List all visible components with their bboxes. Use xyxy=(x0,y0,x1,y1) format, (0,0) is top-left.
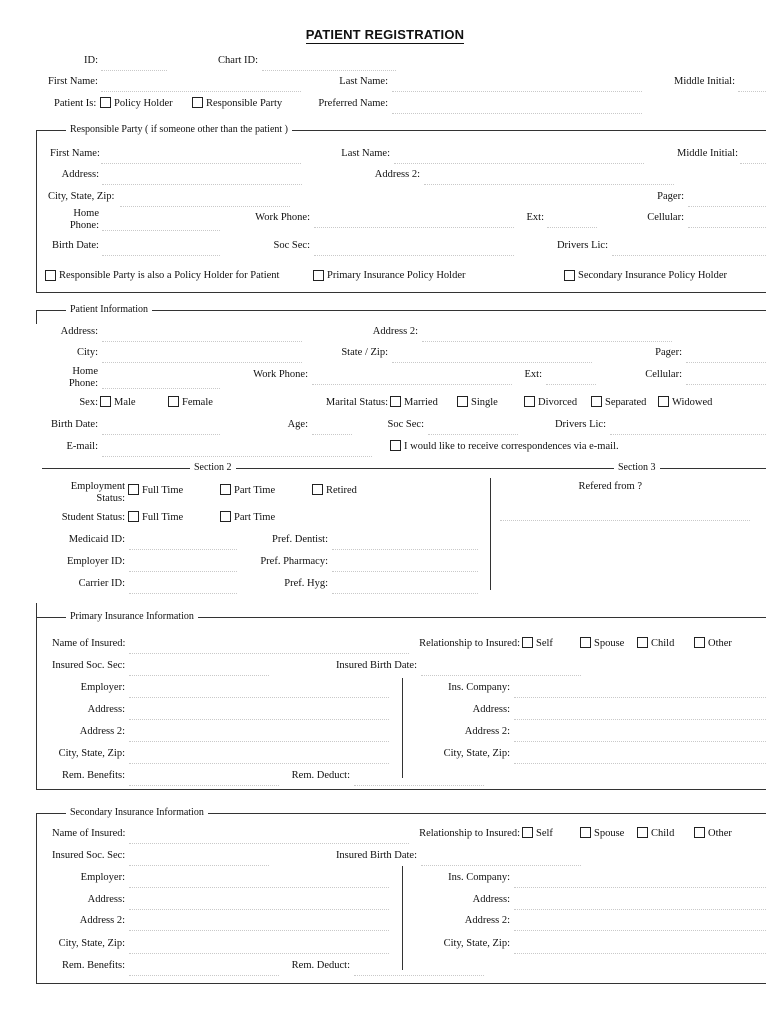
pref-hyg-label: Pref. Hyg: xyxy=(284,578,328,589)
pri-child-label: Child xyxy=(651,638,675,649)
last-name-field[interactable] xyxy=(392,79,642,92)
pt-state-zip-field[interactable] xyxy=(392,350,592,363)
pri-insured-birth-date-field[interactable] xyxy=(421,663,581,676)
secondary-section-bottom-rule xyxy=(36,983,766,984)
sec-address2-r-field[interactable] xyxy=(514,918,766,931)
sec-ins-company-label: Ins. Company: xyxy=(448,872,510,883)
sec-city-state-zip-label: City, State, Zip: xyxy=(58,938,125,949)
primary-section-bottom-rule xyxy=(36,789,766,790)
pt-cellular-label: Cellular: xyxy=(645,369,682,380)
rp-middle-initial-label: Middle Initial: xyxy=(677,148,738,159)
rp-primary-holder-checkbox[interactable] xyxy=(313,270,324,281)
pri-ins-company-label: Ins. Company: xyxy=(448,682,510,693)
pri-address-r-field[interactable] xyxy=(514,707,766,720)
chart-id-label: Chart ID: xyxy=(218,55,258,66)
sec-address-label: Address: xyxy=(87,894,125,905)
pri-city-state-zip-r-field[interactable] xyxy=(514,751,766,764)
pri-employer-label: Employer: xyxy=(80,682,125,693)
pri-employer-field[interactable] xyxy=(129,685,389,698)
sec-child-label: Child xyxy=(651,828,675,839)
employer-id-field[interactable] xyxy=(129,559,237,572)
employment-full-time-label: Full Time xyxy=(142,485,184,496)
secondary-column-divider xyxy=(402,866,403,970)
sec-relationship-label: Relationship to Insured: xyxy=(419,828,520,839)
sec-name-of-insured-field[interactable] xyxy=(129,831,409,844)
first-name-label: First Name: xyxy=(48,76,98,87)
rp-address-field[interactable] xyxy=(102,172,302,185)
pri-child-checkbox[interactable] xyxy=(637,637,648,648)
pt-pager-label: Pager: xyxy=(655,347,682,358)
pref-dentist-label: Pref. Dentist: xyxy=(272,534,328,545)
pri-city-state-zip-label: City, State, Zip: xyxy=(58,748,125,759)
pref-pharmacy-field[interactable] xyxy=(332,559,478,572)
sec-city-state-zip-r-field[interactable] xyxy=(514,941,766,954)
sec-spouse-checkbox[interactable] xyxy=(580,827,591,838)
preferred-name-label: Preferred Name: xyxy=(318,98,388,109)
sec-rem-deduct-field[interactable] xyxy=(354,963,484,976)
pri-other-checkbox[interactable] xyxy=(694,637,705,648)
primary-column-divider xyxy=(402,678,403,778)
middle-initial-field[interactable] xyxy=(738,79,766,92)
pri-insured-birth-date-label: Insured Birth Date: xyxy=(335,660,417,671)
pt-work-phone-field[interactable] xyxy=(312,372,512,385)
sec-rem-benefits-label: Rem. Benefits: xyxy=(62,960,125,971)
employment-full-time-checkbox[interactable] xyxy=(128,484,139,495)
carrier-id-label: Carrier ID: xyxy=(78,578,125,589)
sec-address-r-field[interactable] xyxy=(514,897,766,910)
pri-self-checkbox[interactable] xyxy=(522,637,533,648)
medicaid-id-field[interactable] xyxy=(129,537,237,550)
middle-initial-label: Middle Initial: xyxy=(674,76,735,87)
section-divider-rule xyxy=(490,478,491,590)
pri-name-of-insured-label: Name of Insured: xyxy=(52,638,126,649)
rp-middle-initial-field[interactable] xyxy=(740,151,766,164)
secondary-section-left-rule xyxy=(36,813,37,983)
pt-widowed-checkbox[interactable] xyxy=(658,396,669,407)
sec-insured-birth-date-label: Insured Birth Date: xyxy=(335,850,417,861)
rp-city-state-zip-field[interactable] xyxy=(120,194,290,207)
responsible-party-checkbox[interactable] xyxy=(192,97,203,108)
rp-work-phone-field[interactable] xyxy=(314,215,514,228)
pt-marital-status-label: Marital Status: xyxy=(325,397,388,408)
rp-drivers-lic-label: Drivers Lic: xyxy=(556,240,608,251)
pt-birth-date-label: Birth Date: xyxy=(51,419,98,430)
pri-spouse-label: Spouse xyxy=(594,638,625,649)
rp-last-name-field[interactable] xyxy=(394,151,644,164)
patient-section-left-rule xyxy=(36,310,37,324)
sec-city-state-zip-field[interactable] xyxy=(129,941,389,954)
employer-id-label: Employer ID: xyxy=(66,556,125,567)
employment-part-time-checkbox[interactable] xyxy=(220,484,231,495)
sec-self-checkbox[interactable] xyxy=(522,827,533,838)
medicaid-id-label: Medicaid ID: xyxy=(68,534,125,545)
rp-work-phone-label: Work Phone: xyxy=(255,212,310,223)
pt-ext-label: Ext: xyxy=(524,369,542,380)
last-name-label: Last Name: xyxy=(339,76,388,87)
sec-rem-deduct-label: Rem. Deduct: xyxy=(291,960,350,971)
pt-male-label: Male xyxy=(114,397,136,408)
pref-hyg-field[interactable] xyxy=(332,581,478,594)
policy-holder-checkbox[interactable] xyxy=(100,97,111,108)
employment-status-label: Status: xyxy=(96,493,125,504)
pt-divorced-label: Divorced xyxy=(538,397,578,408)
employment-retired-checkbox[interactable] xyxy=(312,484,323,495)
sec-rem-benefits-field[interactable] xyxy=(129,963,279,976)
pt-work-phone-label: Work Phone: xyxy=(253,369,308,380)
secondary-section-heading: Secondary Insurance Information xyxy=(66,807,208,819)
student-part-time-checkbox[interactable] xyxy=(220,511,231,522)
rp-is-policy-holder-checkbox[interactable] xyxy=(45,270,56,281)
sec-child-checkbox[interactable] xyxy=(637,827,648,838)
pt-drivers-lic-label: Drivers Lic: xyxy=(554,419,606,430)
sec-city-state-zip-r-label: City, State, Zip: xyxy=(443,938,510,949)
pt-divorced-checkbox[interactable] xyxy=(524,396,535,407)
patient-section-heading: Patient Information xyxy=(66,304,152,316)
rp-pager-label: Pager: xyxy=(657,191,684,202)
responsible-section-left-rule xyxy=(36,130,37,292)
pri-address2-label: Address 2: xyxy=(79,726,125,737)
pri-name-of-insured-field[interactable] xyxy=(129,641,409,654)
pt-address2-label: Address 2: xyxy=(372,326,418,337)
pt-drivers-lic-field[interactable] xyxy=(610,422,766,435)
pt-phone-label: Phone: xyxy=(68,378,98,389)
employment-part-time-label: Part Time xyxy=(234,485,276,496)
pt-male-checkbox[interactable] xyxy=(100,396,111,407)
pt-ext-field[interactable] xyxy=(546,372,596,385)
primary-section-left-tick xyxy=(36,603,37,617)
pri-ins-company-field[interactable] xyxy=(514,685,766,698)
rp-cellular-label: Cellular: xyxy=(647,212,684,223)
rp-birth-date-label: Birth Date: xyxy=(52,240,99,251)
pt-email-opt-checkbox[interactable] xyxy=(390,440,401,451)
pt-address2-field[interactable] xyxy=(422,329,672,342)
chart-id-field[interactable] xyxy=(262,58,396,71)
primary-section-heading: Primary Insurance Information xyxy=(66,611,198,623)
preferred-name-field[interactable] xyxy=(392,101,642,114)
page-title-text: PATIENT REGISTRATION xyxy=(305,27,465,42)
pt-state-zip-label: State / Zip: xyxy=(341,347,388,358)
pt-address-label: Address: xyxy=(60,326,98,337)
pt-city-label: City: xyxy=(76,347,98,358)
pri-address2-r-label: Address 2: xyxy=(464,726,510,737)
responsible-party-label: Responsible Party xyxy=(206,98,283,109)
sec-insured-soc-sec-field[interactable] xyxy=(129,853,269,866)
page-title xyxy=(0,27,770,42)
pt-age-label: Age: xyxy=(287,419,308,430)
sec-address-field[interactable] xyxy=(129,897,389,910)
pri-insured-soc-sec-field[interactable] xyxy=(129,663,269,676)
pt-home-label: Home xyxy=(72,366,98,377)
pt-email-label: E-mail: xyxy=(66,441,98,452)
pri-rem-deduct-field[interactable] xyxy=(354,773,484,786)
pt-soc-sec-field[interactable] xyxy=(428,422,518,435)
policy-holder-label: Policy Holder xyxy=(114,98,173,109)
sec-name-of-insured-label: Name of Insured: xyxy=(52,828,126,839)
sec-address2-field[interactable] xyxy=(129,918,389,931)
rp-soc-sec-field[interactable] xyxy=(314,243,514,256)
sec-spouse-label: Spouse xyxy=(594,828,625,839)
pt-single-label: Single xyxy=(471,397,498,408)
pri-rem-deduct-label: Rem. Deduct: xyxy=(291,770,350,781)
rp-pager-field[interactable] xyxy=(688,194,766,207)
pt-pager-field[interactable] xyxy=(686,350,766,363)
rp-first-name-label: First Name: xyxy=(50,148,100,159)
pt-widowed-label: Widowed xyxy=(672,397,713,408)
pri-address-field[interactable] xyxy=(129,707,389,720)
sec-address2-r-label: Address 2: xyxy=(464,915,510,926)
responsible-section-bottom-rule xyxy=(36,292,766,293)
pt-age-field[interactable] xyxy=(312,422,352,435)
pri-rem-benefits-label: Rem. Benefits: xyxy=(62,770,125,781)
pt-married-checkbox[interactable] xyxy=(390,396,401,407)
rp-primary-holder-label: Primary Insurance Policy Holder xyxy=(327,270,466,281)
pri-address-label: Address: xyxy=(87,704,125,715)
pri-city-state-zip-field[interactable] xyxy=(129,751,389,764)
primary-section-left-rule xyxy=(36,617,37,789)
rp-secondary-holder-label: Secondary Insurance Policy Holder xyxy=(578,270,727,281)
pt-city-field[interactable] xyxy=(102,350,302,363)
sec-self-label: Self xyxy=(536,828,553,839)
id-label: ID: xyxy=(84,55,98,66)
referred-from-label: Refered from ? xyxy=(578,481,642,492)
sec-insured-soc-sec-label: Insured Soc. Sec: xyxy=(52,850,126,861)
rp-address2-label: Address 2: xyxy=(374,169,420,180)
pt-cellular-field[interactable] xyxy=(686,372,766,385)
sec-insured-birth-date-field[interactable] xyxy=(421,853,581,866)
pt-sex-label: Sex: xyxy=(79,397,98,408)
rp-home-label: Home xyxy=(73,208,99,219)
rp-secondary-holder-checkbox[interactable] xyxy=(564,270,575,281)
pt-separated-label: Separated xyxy=(605,397,647,408)
sec-employer-field[interactable] xyxy=(129,875,389,888)
pt-soc-sec-label: Soc Sec: xyxy=(387,419,424,430)
sec-address2-label: Address 2: xyxy=(79,915,125,926)
pt-birth-date-field[interactable] xyxy=(102,422,220,435)
employment-label: Employment xyxy=(70,481,125,492)
employment-retired-label: Retired xyxy=(326,485,357,496)
pt-female-label: Female xyxy=(182,397,213,408)
sec-employer-label: Employer: xyxy=(80,872,125,883)
section2-heading: Section 2 xyxy=(190,462,236,474)
rp-birth-date-field[interactable] xyxy=(102,243,220,256)
rp-soc-sec-label: Soc Sec: xyxy=(273,240,310,251)
pref-dentist-field[interactable] xyxy=(332,537,478,550)
rp-address-label: Address: xyxy=(61,169,99,180)
sec-other-checkbox[interactable] xyxy=(694,827,705,838)
rp-address2-field[interactable] xyxy=(424,172,674,185)
student-part-time-label: Part Time xyxy=(234,512,276,523)
pt-email-opt-label: I would like to receive correspondences via e-mail. xyxy=(404,441,619,452)
rp-home-phone-field[interactable] xyxy=(102,218,220,231)
sec-address-r-label: Address: xyxy=(472,894,510,905)
rp-drivers-lic-field[interactable] xyxy=(612,243,766,256)
pt-address-field[interactable] xyxy=(102,329,302,342)
rp-phone-label: Phone: xyxy=(69,220,99,231)
pri-city-state-zip-r-label: City, State, Zip: xyxy=(443,748,510,759)
rp-is-policy-holder-label: Responsible Party is also a Policy Holder for Patient xyxy=(59,270,280,281)
student-full-time-label: Full Time xyxy=(142,512,184,523)
student-status-label: Student Status: xyxy=(61,512,125,523)
rp-last-name-label: Last Name: xyxy=(341,148,390,159)
sec-other-label: Other xyxy=(708,828,732,839)
pt-home-phone-field[interactable] xyxy=(102,376,220,389)
pri-rem-benefits-field[interactable] xyxy=(129,773,279,786)
rp-first-name-field[interactable] xyxy=(101,151,301,164)
pt-married-label: Married xyxy=(404,397,438,408)
rp-ext-label: Ext: xyxy=(526,212,544,223)
sec-ins-company-field[interactable] xyxy=(514,875,766,888)
student-full-time-checkbox[interactable] xyxy=(128,511,139,522)
pri-other-label: Other xyxy=(708,638,732,649)
first-name-field[interactable] xyxy=(101,79,301,92)
pri-address2-r-field[interactable] xyxy=(514,729,766,742)
rp-city-state-zip-label: City, State, Zip: xyxy=(48,191,115,202)
pri-self-label: Self xyxy=(536,638,553,649)
rp-cellular-field[interactable] xyxy=(688,215,766,228)
pt-single-checkbox[interactable] xyxy=(457,396,468,407)
pri-address2-field[interactable] xyxy=(129,729,389,742)
patient-is-label: Patient Is: xyxy=(54,98,97,109)
pri-address-r-label: Address: xyxy=(472,704,510,715)
pri-relationship-label: Relationship to Insured: xyxy=(419,638,520,649)
id-field[interactable] xyxy=(101,58,167,71)
carrier-id-field[interactable] xyxy=(129,581,237,594)
pt-female-checkbox[interactable] xyxy=(168,396,179,407)
pt-email-field[interactable] xyxy=(102,444,372,457)
rp-ext-field[interactable] xyxy=(547,215,597,228)
pref-pharmacy-label: Pref. Pharmacy: xyxy=(260,556,328,567)
pri-spouse-checkbox[interactable] xyxy=(580,637,591,648)
pt-separated-checkbox[interactable] xyxy=(591,396,602,407)
pri-insured-soc-sec-label: Insured Soc. Sec: xyxy=(52,660,126,671)
section3-heading: Section 3 xyxy=(614,462,660,474)
responsible-section-heading: Responsible Party ( if someone other than the patient ) xyxy=(66,124,292,136)
referred-from-field[interactable] xyxy=(500,508,750,521)
